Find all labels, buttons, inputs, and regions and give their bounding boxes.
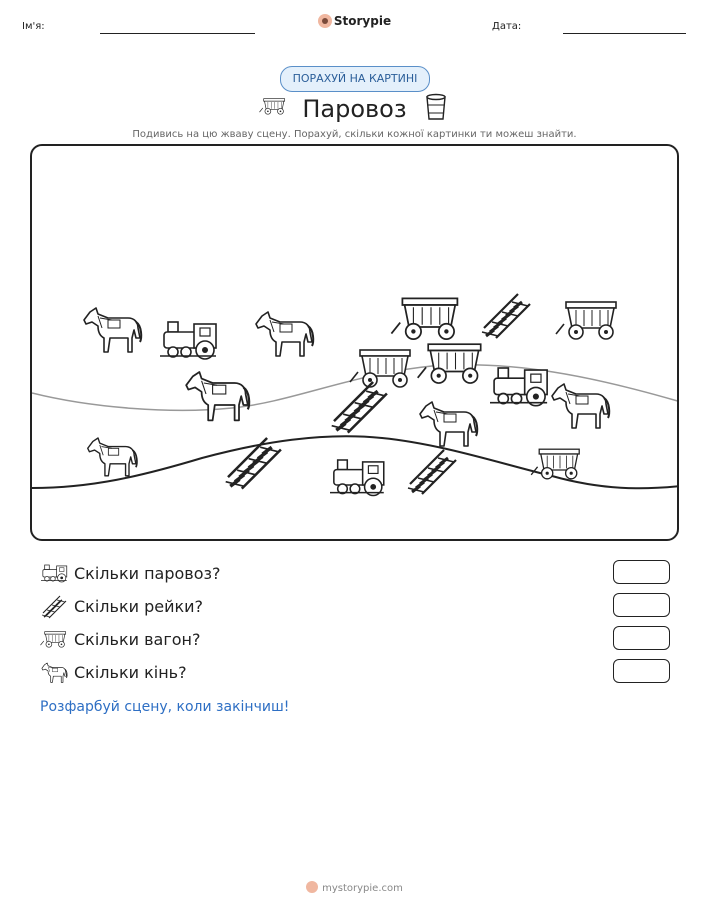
rails-4 [408, 450, 456, 494]
question-text: Скільки рейки? [74, 597, 204, 616]
answer-box[interactable] [613, 560, 670, 584]
rails-icon [40, 595, 68, 621]
horse-6 [88, 438, 137, 476]
wagon-icon [40, 628, 68, 654]
footer [0, 881, 709, 894]
horse-4 [420, 402, 477, 446]
question-locomotive [40, 562, 680, 588]
question-text: Скільки вагон? [74, 630, 201, 649]
rails-2 [332, 382, 387, 433]
answer-box[interactable] [613, 659, 670, 683]
wagon-2 [556, 302, 616, 339]
locomotive-3 [330, 460, 384, 496]
brand-logo [0, 14, 709, 28]
coloring-note: Розфарбуй сцену, коли закінчиш! [40, 699, 290, 715]
cup-icon [424, 93, 448, 123]
wagon-1 [391, 298, 457, 339]
locomotive-1 [160, 322, 216, 359]
locomotive-icon [40, 562, 68, 588]
answer-box[interactable] [613, 626, 670, 650]
storypie-logo-icon [318, 14, 332, 28]
date-label: Дата: [492, 21, 522, 32]
page-title: Паровоз [302, 95, 407, 123]
wagon-4 [418, 344, 481, 383]
name-line[interactable] [100, 33, 255, 34]
storypie-logo-icon [306, 881, 318, 893]
question-text: Скільки кінь? [74, 663, 187, 682]
horse-icon [40, 661, 68, 687]
date-line[interactable] [563, 33, 686, 34]
rails-1 [482, 294, 530, 338]
locomotive-2 [490, 368, 547, 406]
counting-scene [30, 144, 679, 541]
answer-box[interactable] [613, 593, 670, 617]
horse-3 [186, 372, 249, 420]
horse-2 [256, 312, 313, 356]
title-row [0, 93, 709, 125]
wagon-5 [531, 449, 579, 479]
question-text: Скільки паровоз? [74, 564, 221, 583]
wagon-3 [350, 350, 410, 387]
instructions: Подивись на цю жваву сцену. Порахуй, скільки кожної картинки ти можеш знайти. [132, 129, 577, 140]
brand-name: Storypie [333, 14, 392, 28]
question-rails [40, 595, 680, 621]
footer-url[interactable]: mystorypie.com [322, 883, 403, 894]
name-label: Ім'я: [22, 21, 45, 32]
horse-5 [552, 384, 609, 428]
activity-badge: ПОРАХУЙ НА КАРТИНІ [280, 66, 430, 92]
question-horse [40, 661, 680, 687]
horse-1 [84, 308, 141, 352]
question-wagon [40, 628, 680, 654]
